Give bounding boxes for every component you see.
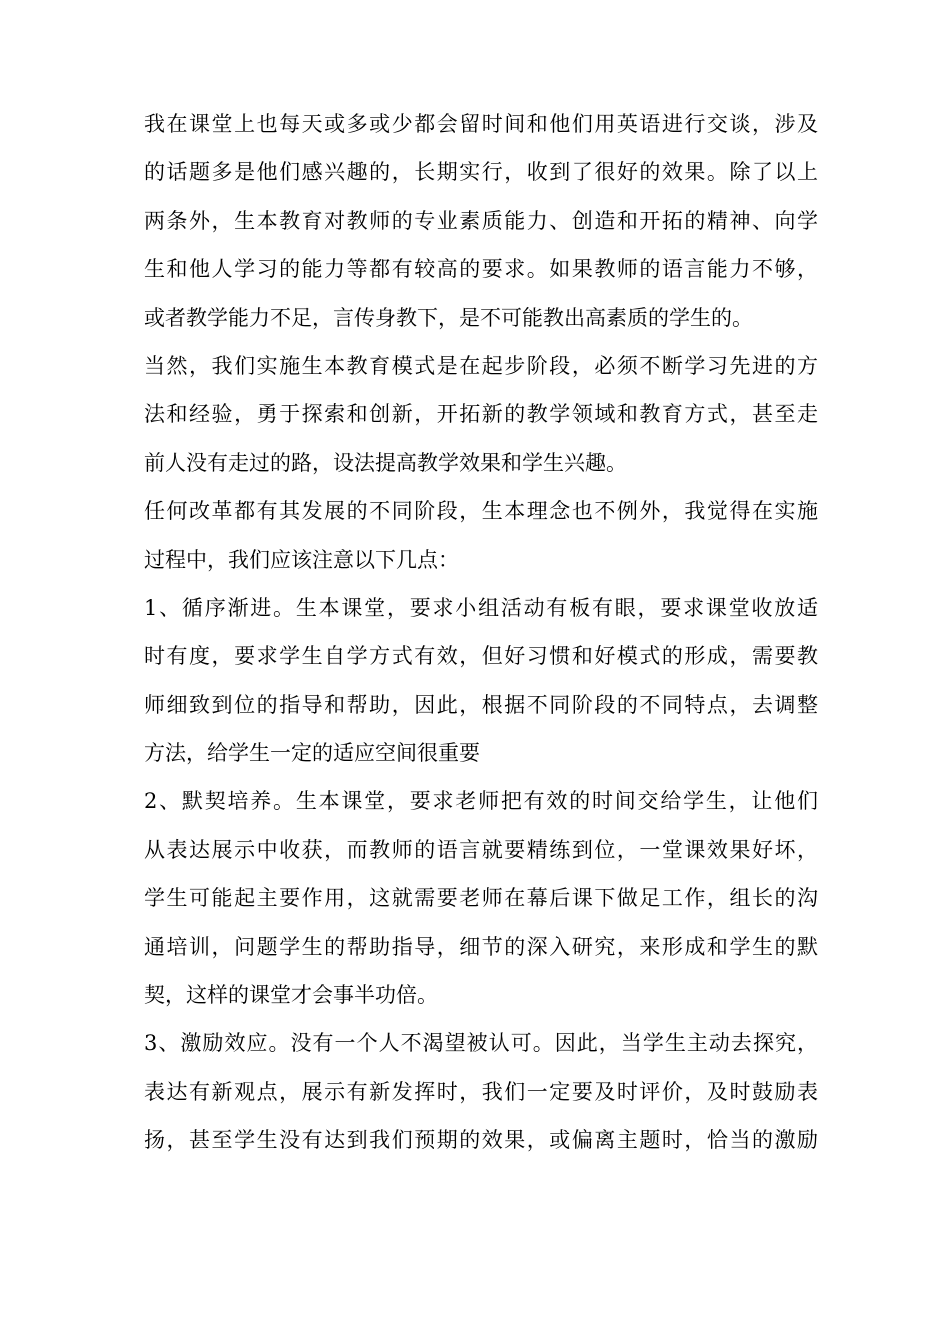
- text-line: 3、激励效应。没有一个人不渴望被认可。因此，当学生主动去探究，: [144, 1031, 818, 1056]
- text-line: 的话题多是他们感兴趣的，长期实行，收到了很好的效果。除了以上: [144, 160, 818, 185]
- text-line: 2、默契培养。生本课堂，要求老师把有效的时间交给学生，让他们: [144, 789, 818, 814]
- text-line: 师细致到位的指导和帮助，因此，根据不同阶段的不同特点，去调整: [144, 692, 818, 717]
- text-line: 1、循序渐进。生本课堂，要求小组活动有板有眼，要求课堂收放适: [144, 595, 818, 620]
- text-line: 扬，甚至学生没有达到我们预期的效果，或偏离主题时，恰当的激励: [144, 1128, 818, 1153]
- text-line: 生和他人学习的能力等都有较高的要求。如果教师的语言能力不够，: [144, 257, 818, 282]
- text-line: 过程中，我们应该注意以下几点：: [144, 547, 459, 572]
- text-line: 契，这样的课堂才会事半功倍。: [144, 983, 438, 1008]
- text-line: 任何改革都有其发展的不同阶段，生本理念也不例外，我觉得在实施: [144, 499, 818, 524]
- text-line: 表达有新观点，展示有新发挥时，我们一定要及时评价，及时鼓励表: [144, 1079, 818, 1104]
- text-line: 或者教学能力不足，言传身教下，是不可能教出高素质的学生的。: [144, 305, 753, 330]
- document-page: [144, 100, 818, 1165]
- text-line: 前人没有走过的路，设法提高教学效果和学生兴趣。: [144, 450, 627, 475]
- text-line: 时有度，要求学生自学方式有效，但好习惯和好模式的形成，需要教: [144, 644, 818, 669]
- text-line: 两条外，生本教育对教师的专业素质能力、创造和开拓的精神、向学: [144, 208, 818, 233]
- text-line: 学生可能起主要作用，这就需要老师在幕后课下做足工作，组长的沟: [144, 886, 818, 911]
- text-line: 方法，给学生一定的适应空间很重要: [144, 741, 480, 766]
- text-line: 我在课堂上也每天或多或少都会留时间和他们用英语进行交谈，涉及: [144, 112, 818, 136]
- text-line: 当然，我们实施生本教育模式是在起步阶段，必须不断学习先进的方: [144, 353, 818, 378]
- text-line: 通培训，问题学生的帮助指导，细节的深入研究，来形成和学生的默: [144, 934, 818, 959]
- text-line: 法和经验，勇于探索和创新，开拓新的教学领域和教育方式，甚至走: [144, 402, 818, 427]
- text-line: 从表达展示中收获，而教师的语言就要精练到位，一堂课效果好坏，: [144, 837, 818, 862]
